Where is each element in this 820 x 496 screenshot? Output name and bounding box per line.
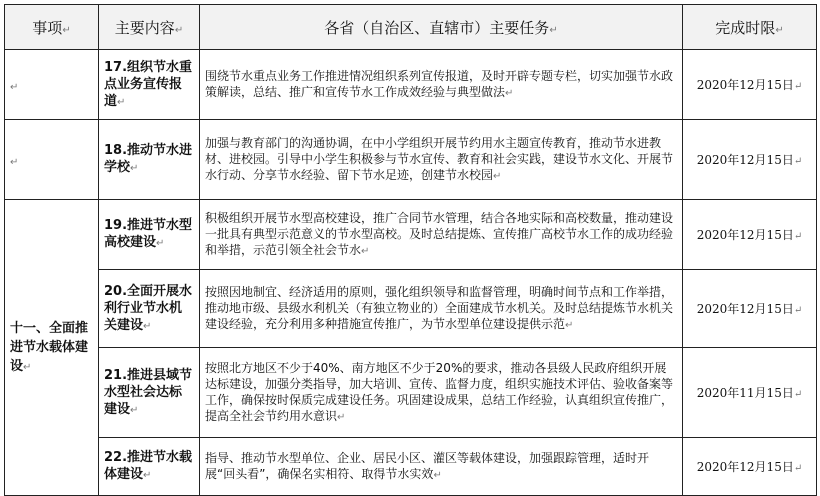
deadline-cell: 2020年11月15日↵ (683, 348, 817, 438)
deadline-cell: 2020年12月15日↵ (683, 200, 817, 270)
header-tasks: 各省（自治区、直辖市）主要任务↵ (200, 5, 683, 50)
topic-cell: 20.全面开展水利行业节水机关建设↵ (99, 270, 200, 348)
category-cell-blank: ↵ (5, 50, 99, 120)
task-cell: 围绕节水重点业务工作推进情况组织系列宣传报道，及时开辟专题专栏，切实加强节水政策解读，总结、推广和宣传节水工作成效经验与典型做法↵ (200, 50, 683, 120)
task-cell: 按照北方地区不少于40%、南方地区不少于20%的要求，推动各县级人民政府组织开展达标建设，加强分类指导，加大培训、宣传、监督力度，组织实施技术评估、验收备案等工作，确保按时保质完成建设任务。巩固建设成果，总结工作经验，认真组织宣传推广，提高全社会节约用水意识↵ (200, 348, 683, 438)
task-cell: 加强与教育部门的沟通协调，在中小学组织开展节约用水主题宣传教育，推动节水进教材、进校园。引导中小学生积极参与节水宣传、教育和社会实践，建设节水文化、开展节水行动、分享节水经验、留下节水足迹，创建节水校园↵ (200, 120, 683, 200)
table-row (5, 50, 817, 120)
table-row (5, 438, 817, 496)
category-cell-blank: ↵ (5, 120, 99, 200)
task-table (4, 4, 817, 496)
header-deadline: 完成时限↵ (683, 5, 817, 50)
deadline-cell: 2020年12月15日↵ (683, 438, 817, 496)
table-row (5, 120, 817, 200)
task-cell: 指导、推动节水型单位、企业、居民小区、灌区等载体建设，加强跟踪管理，适时开展“回头看”，确保名实相符、取得节水实效↵ (200, 438, 683, 496)
table-row (5, 270, 817, 348)
deadline-cell: 2020年12月15日↵ (683, 120, 817, 200)
topic-cell: 22.推进节水载体建设↵ (99, 438, 200, 496)
header-item: 事项↵ (5, 5, 99, 50)
category-cell: 十一、全面推进节水载体建设↵ (5, 200, 99, 496)
table-row (5, 200, 817, 270)
topic-cell: 17.组织节水重点业务宣传报道↵ (99, 50, 200, 120)
topic-cell: 19.推进节水型高校建设↵ (99, 200, 200, 270)
topic-cell: 21.推进县域节水型社会达标建设↵ (99, 348, 200, 438)
task-cell: 积极组织开展节水型高校建设，推广合同节水管理，结合各地实际和高校数量，推动建设一批具有典型示范意义的节水型高校。及时总结提炼、宣传推广高校节水工作的成功经验和举措，示范引领全社会节水↵ (200, 200, 683, 270)
task-cell: 按照因地制宜、经济适用的原则，强化组织领导和监督管理，明确时间节点和工作举措，推动地市级、县级水利机关（有独立物业的）全面建成节水机关。及时总结提炼节水机关建设经验，充分利用多种措施宣传推广，为节水型单位建设提供示范↵ (200, 270, 683, 348)
header-content: 主要内容↵ (99, 5, 200, 50)
deadline-cell: 2020年12月15日↵ (683, 270, 817, 348)
table-header-row (5, 5, 817, 50)
topic-cell: 18.推动节水进学校↵ (99, 120, 200, 200)
deadline-cell: 2020年12月15日↵ (683, 50, 817, 120)
table-row (5, 348, 817, 438)
